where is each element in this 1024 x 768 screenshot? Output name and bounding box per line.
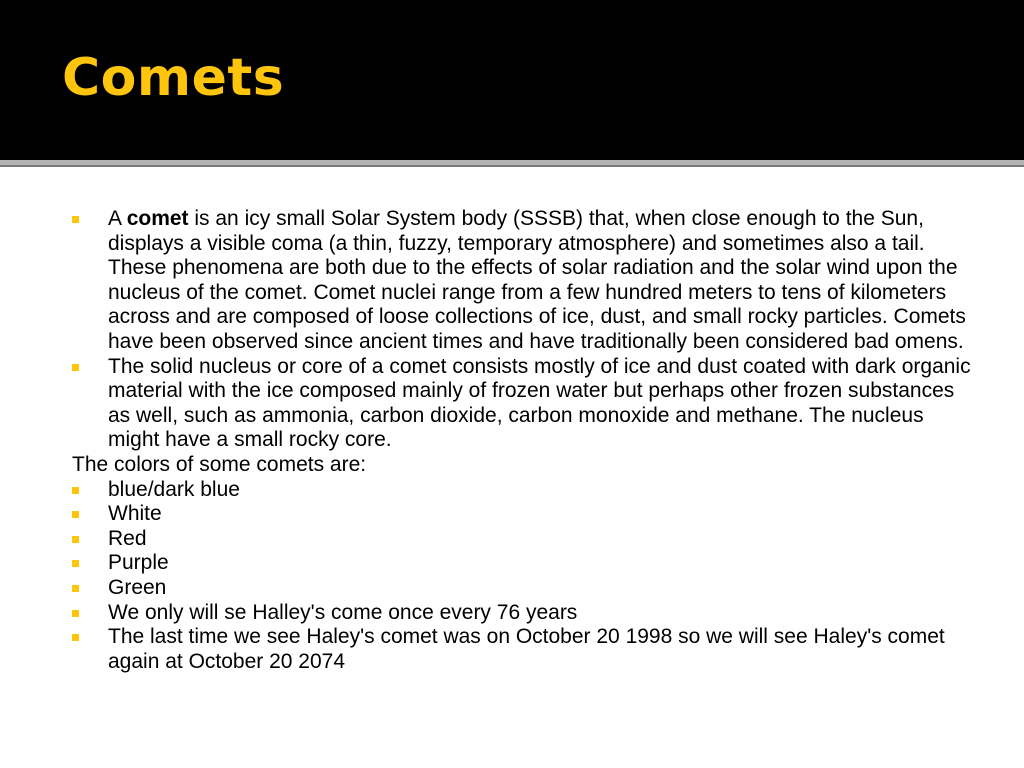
paragraph-text: The solid nucleus or core of a comet consists mostly of ice and dust coated with dark organic material with the ice composed mainly of frozen water but perhaps other frozen substances as well, such as ammonia, carbon dioxide, carbon monoxide and methane. The nucleus might have a small rocky core. bbox=[108, 354, 971, 452]
paragraph-prefix: A bbox=[108, 207, 127, 230]
halley-dates-text: The last time we see Haley's comet was on October 20 1998 so we will see Haley's comet again at October 20 2074 bbox=[108, 625, 945, 673]
paragraph-text: is an icy small Solar System body (SSSB) that, when close enough to the Sun, displays a visible coma (a thin, fuzzy, temporary atmosphere) and sometimes also a tail. These phenomena are both due to the effects of solar radiation and the solar wind upon the nucleus of the comet. Comet nuclei range from a few hundred meters to tens of kilometers across and are composed of loose collections of ice, dust, and small rocky particles. Comets have been observed since ancient times and have traditionally been considered bad omens. bbox=[108, 207, 966, 353]
color-item-label: Green bbox=[108, 575, 167, 599]
bullet-nucleus bbox=[72, 355, 972, 453]
slide-body bbox=[72, 207, 972, 674]
slide-title: Comets bbox=[62, 48, 285, 108]
bullet-comet-definition bbox=[72, 207, 972, 355]
square-bullet-icon bbox=[72, 511, 79, 518]
bullet-color-item bbox=[72, 502, 972, 527]
square-bullet-icon bbox=[72, 634, 79, 641]
bold-term-comet: comet bbox=[126, 207, 189, 230]
title-divider-shadow bbox=[0, 165, 1024, 167]
bullet-color-item bbox=[72, 576, 972, 601]
bullet-halley-dates bbox=[72, 625, 972, 674]
title-band bbox=[0, 0, 1024, 160]
bullet-halley-frequency bbox=[72, 601, 972, 626]
square-bullet-icon bbox=[72, 216, 79, 223]
color-item-label: Red bbox=[108, 526, 147, 550]
halley-frequency-text: We only will se Halley's come once every 76 years bbox=[108, 600, 578, 624]
square-bullet-icon bbox=[72, 560, 79, 567]
color-item-label: Purple bbox=[108, 551, 169, 575]
color-item-label: blue/dark blue bbox=[108, 477, 240, 501]
bullet-color-item bbox=[72, 527, 972, 552]
bullet-color-item bbox=[72, 478, 972, 503]
color-item-label: White bbox=[108, 502, 162, 526]
square-bullet-icon bbox=[72, 536, 79, 543]
square-bullet-icon bbox=[72, 364, 79, 371]
square-bullet-icon bbox=[72, 487, 79, 494]
bullet-color-item bbox=[72, 551, 972, 576]
square-bullet-icon bbox=[72, 610, 79, 617]
colors-intro: The colors of some comets are: bbox=[72, 452, 367, 476]
square-bullet-icon bbox=[72, 585, 79, 592]
